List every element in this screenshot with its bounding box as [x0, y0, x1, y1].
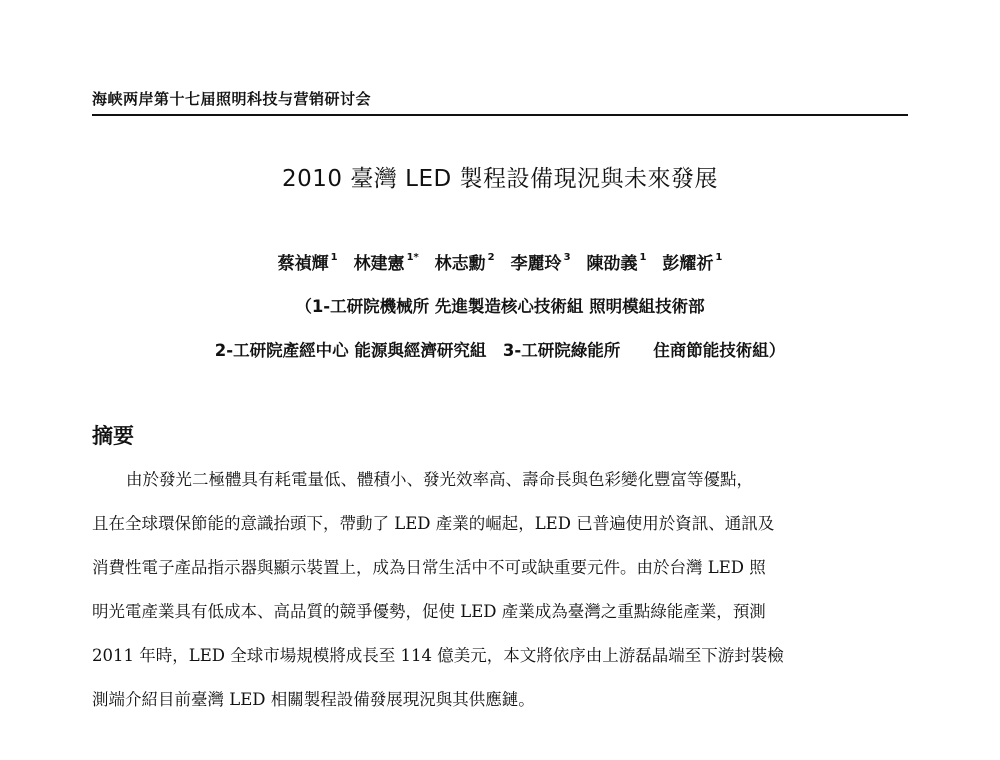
- author-affiliation-mark: 1: [639, 252, 647, 264]
- author-affiliation-mark: 2: [487, 252, 495, 264]
- author-name: 陳劭義: [586, 254, 638, 274]
- abstract-line: 且在全球環保節能的意識抬頭下，帶動了 LED 產業的崛起，LED 已普遍使用於資訊、通訊及: [92, 514, 775, 533]
- author-affiliation-mark: 1: [715, 252, 723, 264]
- abstract-line: 消費性電子產品指示器與顯示裝置上，成為日常生活中不可或缺重要元件。由於台灣 LED 照: [92, 558, 766, 577]
- author-name: 李麗玲: [510, 254, 562, 274]
- author-name: 林建憲: [353, 254, 405, 274]
- author: [586, 249, 646, 274]
- author-name: 彭耀祈: [662, 254, 714, 274]
- author: [278, 249, 338, 274]
- header-divider: [92, 114, 908, 116]
- author-name: 蔡禎輝: [277, 254, 329, 274]
- author-affiliation-mark: 1: [330, 252, 338, 264]
- author: [354, 249, 419, 274]
- affiliation-line: 2-工研院產經中心 能源與經濟研究組 3-工研院綠能所 住商節能技術組）: [214, 341, 786, 360]
- author-affiliation-mark: 3: [563, 252, 571, 264]
- author: [662, 249, 722, 274]
- abstract-line: 明光電產業具有低成本、高品質的競爭優勢，促使 LED 產業成為臺灣之重點綠能產業，預測: [92, 602, 766, 621]
- author-list: [0, 249, 1000, 274]
- paper-title: 2010 臺灣 LED 製程設備現況與未來發展: [281, 166, 719, 192]
- abstract-line: 測端介紹目前臺灣 LED 相關製程設備發展現況與其供應鏈。: [92, 690, 535, 709]
- running-header: 海峡两岸第十七届照明科技与营销研讨会: [92, 90, 372, 108]
- abstract-body: [92, 458, 908, 722]
- author-name: 林志勳: [434, 254, 486, 274]
- author: [511, 249, 571, 274]
- affiliation-line: （1-工研院機械所 先進製造核心技術組 照明模組技術部: [295, 297, 705, 316]
- abstract-line: 2011 年時，LED 全球市場規模將成長至 114 億美元，本文將依序由上游磊晶端至下游封裝檢: [92, 646, 784, 665]
- author-affiliation-mark: 1*: [406, 252, 419, 264]
- author: [435, 249, 495, 274]
- abstract-line: 由於發光二極體具有耗電量低、體積小、發光效率高、壽命長與色彩變化豐富等優點，: [126, 470, 753, 489]
- abstract-heading: 摘要: [92, 424, 134, 448]
